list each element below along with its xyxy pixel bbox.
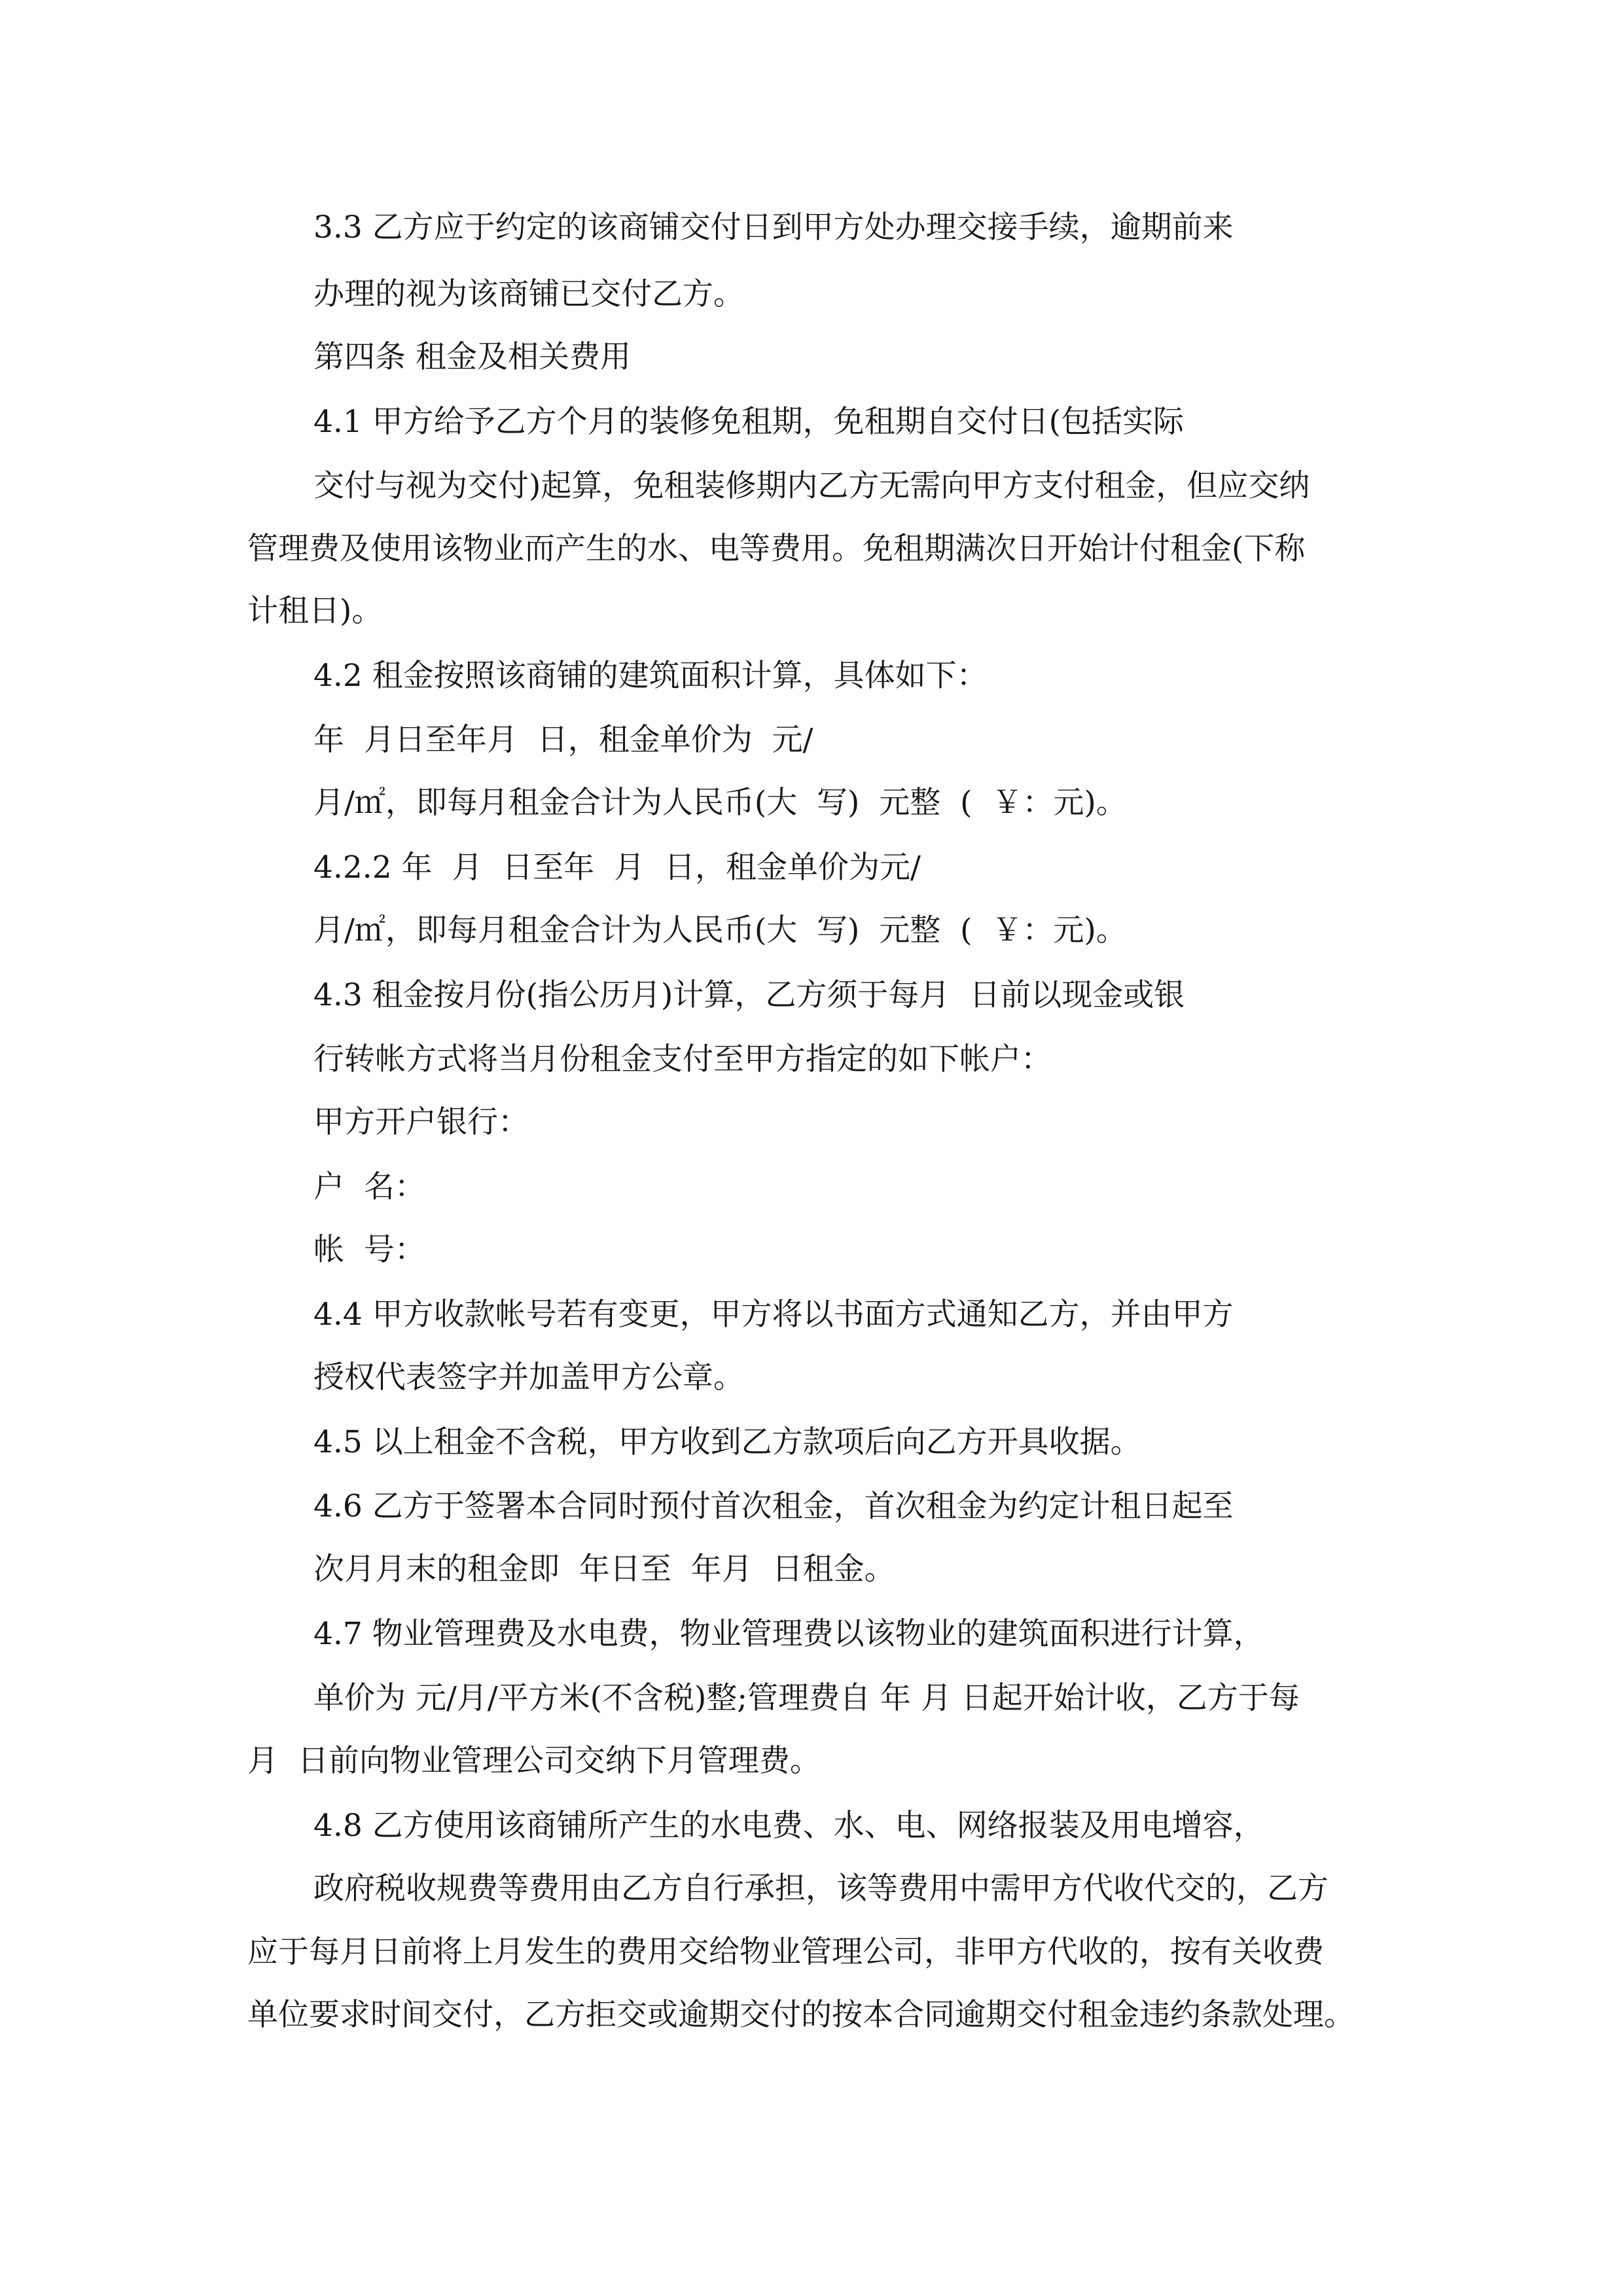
clause-4-2-2-line-2: 月/㎡，即每月租金合计为人民币(大 写) 元整 ( ￥：元)。	[313, 912, 1127, 948]
clause-4-1-line-3: 管理费及使用该物业而产生的水、电等费用。免租期满次日开始计付租金(下称	[247, 531, 1306, 567]
clause-4-8-line-1: 4.8 乙方使用该商铺所产生的水电费、水、电、网络报装及用电增容，	[313, 1808, 1264, 1844]
clause-4-6-line-2: 次月月末的租金即 年日至 年月 日租金。	[313, 1551, 895, 1587]
clause-4-2-2-line-1: 4.2.2 年 月 日至年 月 日，租金单价为元/	[313, 850, 921, 886]
clause-4-7-line-1: 4.7 物业管理费及水电费，物业管理费以该物业的建筑面积进行计算，	[313, 1616, 1264, 1652]
clause-4-6-line-1: 4.6 乙方于签署本合同时预付首次租金，首次租金为约定计租日起至	[313, 1488, 1234, 1524]
clause-4-8-line-4: 单位要求时间交付，乙方拒交或逾期交付的按本合同逾期交付租金违约条款处理。	[247, 1997, 1355, 2033]
clause-4-3-line-2: 行转帐方式将当月份租金支付至甲方指定的如下帐户：	[313, 1041, 1052, 1077]
article-4-heading: 第四条 租金及相关费用	[313, 339, 631, 375]
clause-4-1-line-1: 4.1 甲方给予乙方个月的装修免租期，免租期自交付日(包括实际	[313, 404, 1185, 440]
clause-4-5-line-1: 4.5 以上租金不含税，甲方收到乙方款项后向乙方开具收据。	[313, 1424, 1141, 1460]
account-name-line: 户 名：	[313, 1169, 425, 1205]
clause-4-7-line-2: 单价为 元/月/平方米(不含税)整;管理费自 年 月 日起开始计收，乙方于每	[313, 1680, 1300, 1716]
account-number-line: 帐 号：	[313, 1232, 425, 1268]
clause-4-1-line-4: 计租日)。	[247, 593, 383, 629]
clause-4-7-line-3: 月 日前向物业管理公司交纳下月管理费。	[247, 1743, 821, 1779]
clause-3-3-line-1: 3.3 乙方应于约定的该商铺交付日到甲方处办理交接手续，逾期前来	[313, 209, 1234, 245]
clause-4-1-line-2: 交付与视为交付)起算，免租装修期内乙方无需向甲方支付租金，但应交纳	[313, 468, 1310, 504]
clause-4-8-line-2: 政府税收规费等费用由乙方自行承担，该等费用中需甲方代收代交的，乙方	[313, 1871, 1329, 1907]
clause-4-2-1-line-1: 年 月日至年月 日，租金单价为 元/	[313, 722, 813, 758]
clause-4-2-line-1: 4.2 租金按照该商铺的建筑面积计算，具体如下：	[313, 658, 988, 694]
clause-4-4-line-1: 4.4 甲方收款帐号若有变更，甲方将以书面方式通知乙方，并由甲方	[313, 1297, 1234, 1333]
clause-4-8-line-3: 应于每月日前将上月发生的费用交给物业管理公司，非甲方代收的，按有关收费	[247, 1934, 1324, 1970]
bank-name-line: 甲方开户银行：	[313, 1104, 529, 1140]
clause-4-4-line-2: 授权代表签字并加盖甲方公章。	[313, 1359, 744, 1395]
clause-4-2-1-line-2: 月/㎡，即每月租金合计为人民币(大 写) 元整 ( ￥：元)。	[313, 785, 1127, 821]
clause-4-3-line-1: 4.3 租金按月份(指公历月)计算，乙方须于每月 日前以现金或银	[313, 977, 1185, 1013]
clause-3-3-line-2: 办理的视为该商铺已交付乙方。	[313, 276, 744, 312]
